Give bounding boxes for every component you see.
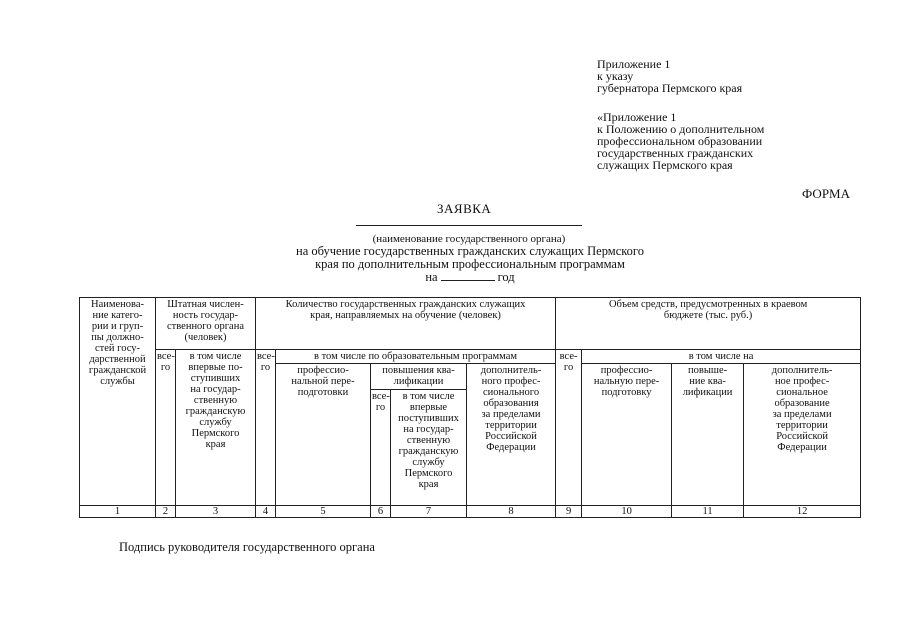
appendix-inner-line: государственных гражданских xyxy=(597,146,754,160)
subtitle-year-line xyxy=(200,271,740,284)
column-number: 7 xyxy=(391,506,467,518)
count-retraining-header: профессио- нальной пере- подготовки xyxy=(276,364,371,506)
budget-qualification-header: повыше- ние ква- лификации xyxy=(672,364,744,506)
org-name-blank-line xyxy=(356,225,582,226)
year-prefix: на xyxy=(425,270,438,284)
column-number: 4 xyxy=(256,506,276,518)
budget-total-header: все- го xyxy=(556,350,582,506)
column-number: 2 xyxy=(156,506,176,518)
staff-total-header: все- го xyxy=(156,350,176,506)
application-table xyxy=(79,297,861,518)
appendix-header xyxy=(597,58,742,94)
signature-line: Подпись руководителя государственного органа xyxy=(119,540,375,554)
count-programs-header: в том числе по образовательным программам xyxy=(276,350,556,364)
column-number: 12 xyxy=(744,506,861,518)
appendix-inner-line: профессиональном образовании xyxy=(597,134,763,148)
subtitle-line-1: на обучение государственных гражданских служащих Пермского xyxy=(296,244,644,258)
appendix-line: к указу xyxy=(597,69,634,83)
column-number: 9 xyxy=(556,506,582,518)
appendix-inner-header xyxy=(597,111,764,171)
count-header: Количество государственных гражданских служащих края, направляемых на обучение (человек) xyxy=(256,298,556,350)
document-title: ЗАЯВКА xyxy=(437,201,492,216)
budget-additional-header: дополнитель- ное профес- сиональное образование за пределами территории Российской Федерации xyxy=(744,364,861,506)
staff-header: Штатная числен- ность государ- ственного органа (человек) xyxy=(156,298,256,350)
appendix-inner-line: «Приложение 1 xyxy=(597,110,677,124)
year-suffix: год xyxy=(497,270,515,284)
org-name-caption: (наименование государственного органа) xyxy=(372,233,566,245)
year-blank xyxy=(441,271,495,281)
col-category-header: Наименова- ние катего- рии и груп- пы должно- стей госу- дарственной гражданской службы xyxy=(80,298,156,506)
column-number: 5 xyxy=(276,506,371,518)
appendix-line: губернатора Пермского края xyxy=(597,81,743,95)
budget-including-header: в том числе на xyxy=(582,350,861,364)
column-number: 11 xyxy=(672,506,744,518)
count-qualification-header: повышения ква- лификации xyxy=(371,364,467,390)
staff-new-header: в том числе впервые по- ступивших на государ- ственную гражданскую службу Пермского края xyxy=(176,350,256,506)
column-number: 6 xyxy=(371,506,391,518)
form-label: ФОРМА xyxy=(802,186,850,201)
subtitle-line-2: края по дополнительным профессиональным программам xyxy=(315,257,625,271)
column-number: 8 xyxy=(467,506,556,518)
count-additional-header: дополнитель- ного профес- сионального образования за пределами территории Российской Федерации xyxy=(467,364,556,506)
document-subtitle xyxy=(200,245,740,284)
count-qual-new-header: в том числе впервые поступивших на государ- ственную гражданскую службу Пермского края xyxy=(391,390,467,506)
budget-header: Объем средств, предусмотренных в краевом бюджете (тыс. руб.) xyxy=(556,298,861,350)
column-number: 1 xyxy=(80,506,156,518)
column-number: 10 xyxy=(582,506,672,518)
count-total-header: все- го xyxy=(256,350,276,506)
count-qual-total-header: все- го xyxy=(371,390,391,506)
column-number: 3 xyxy=(176,506,256,518)
appendix-line: Приложение 1 xyxy=(597,57,671,71)
appendix-inner-line: к Положению о дополнительном xyxy=(597,122,765,136)
appendix-inner-line: служащих Пермского края xyxy=(597,158,733,172)
budget-retraining-header: профессио- нальную пере- подготовку xyxy=(582,364,672,506)
